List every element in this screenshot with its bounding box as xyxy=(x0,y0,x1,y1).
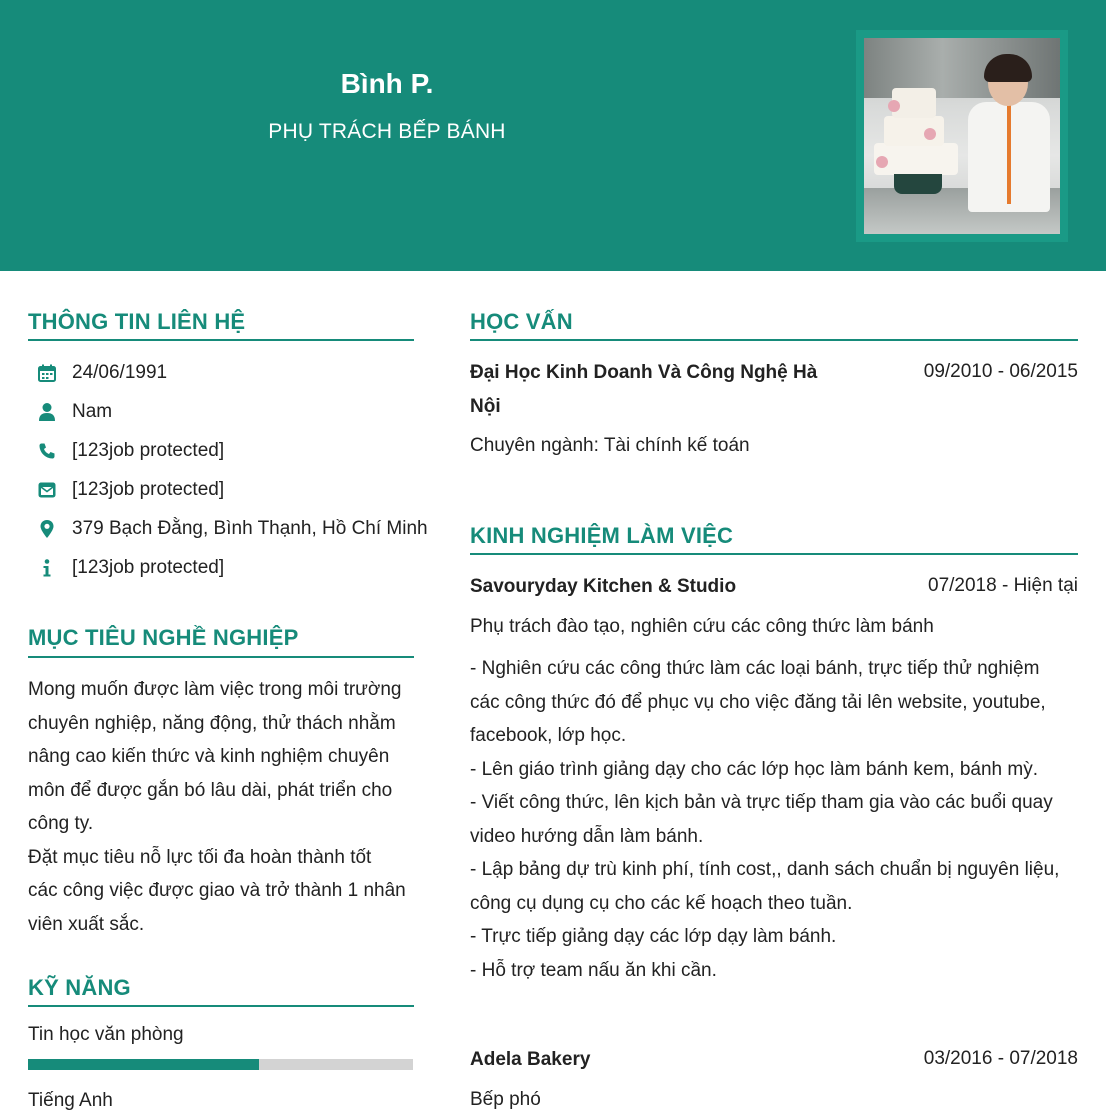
calendar-icon xyxy=(36,362,58,384)
contact-email xyxy=(36,477,224,503)
header-banner xyxy=(0,0,1106,271)
objective-divider xyxy=(28,656,414,658)
email-text: [123job protected] xyxy=(72,479,225,500)
info-text: [123job protected] xyxy=(72,557,225,578)
profile-photo xyxy=(864,38,1060,234)
contact-info xyxy=(36,555,224,581)
contact-section-title: THÔNG TIN LIÊN HỆ xyxy=(28,309,246,334)
contact-phone xyxy=(36,438,224,464)
objective-section-title: MỤC TIÊU NGHỀ NGHIỆP xyxy=(28,625,299,650)
user-icon xyxy=(36,401,58,423)
job-role: Bếp phó xyxy=(470,1089,541,1110)
contact-birthday xyxy=(36,360,167,386)
school-name-line: Nội xyxy=(470,396,501,417)
objective-line: Đặt mục tiêu nỗ lực tối đa hoàn thành tốt xyxy=(28,846,372,868)
candidate-name: Bình P. xyxy=(340,68,434,99)
contact-divider xyxy=(28,339,414,341)
objective-line: viên xuất sắc. xyxy=(28,913,145,935)
objective-line: Mong muốn được làm việc trong môi trường xyxy=(28,679,402,700)
skill-label-office: Tin học văn phòng xyxy=(28,1024,184,1045)
job-role: Phụ trách đào tạo, nghiên cứu các công thức làm bánh xyxy=(470,616,934,637)
info-icon xyxy=(36,557,58,579)
profile-photo-frame xyxy=(856,30,1068,242)
skill-fill-office xyxy=(28,1059,259,1070)
objective-line: chuyên nghiệp, năng động, thử thách nhằm xyxy=(28,712,396,734)
skills-divider xyxy=(28,1005,414,1007)
objective-line: môn để được gắn bó lâu dài, phát triển cho xyxy=(28,779,393,801)
job-description-line: - Hỗ trợ team nấu ăn khi cần. xyxy=(470,959,717,981)
school-name xyxy=(470,356,870,424)
skills-section-title: KỸ NĂNG xyxy=(28,975,131,1000)
job-description-line: facebook, lớp học. xyxy=(470,725,627,746)
education-dates: 09/2010 - 06/2015 xyxy=(923,361,1078,382)
job-description-line: các công thức đó để phục vụ cho việc đăng tải lên website, youtube, xyxy=(470,691,1046,713)
job-description-line: video hướng dẫn làm bánh. xyxy=(470,825,704,847)
job-dates: 07/2018 - Hiện tại xyxy=(928,575,1078,596)
address-text: 379 Bạch Đằng, Bình Thạnh, Hồ Chí Minh xyxy=(72,518,428,539)
gender-text: Nam xyxy=(72,401,113,422)
objective-line: các công việc được giao và trở thành 1 nhân xyxy=(28,880,406,901)
education-major: Chuyên ngành: Tài chính kế toán xyxy=(470,435,750,456)
school-name-line: Đại Học Kinh Doanh Và Công Nghệ Hà xyxy=(470,362,818,383)
education-section-title: HỌC VẤN xyxy=(470,309,573,334)
job-description-line: - Trực tiếp giảng dạy các lớp dạy làm bánh. xyxy=(470,926,837,947)
job-description-line: - Viết công thức, lên kịch bản và trực tiếp tham gia vào các buổi quay xyxy=(470,792,1053,813)
job-title: PHỤ TRÁCH BẾP BÁNH xyxy=(268,120,506,143)
objective-line: nâng cao kiến thức và kinh nghiệm chuyên xyxy=(28,746,390,767)
job-company: Adela Bakery xyxy=(470,1049,591,1070)
job-description-line: công cụ dụng cụ cho các kế hoạch theo tuần. xyxy=(470,892,853,914)
phone-icon xyxy=(36,440,58,462)
experience-section-title: KINH NGHIỆM LÀM VIỆC xyxy=(470,523,734,548)
skill-bar-office xyxy=(28,1059,413,1070)
objective-line: công ty. xyxy=(28,813,94,834)
job-company: Savouryday Kitchen & Studio xyxy=(470,576,737,597)
job-description xyxy=(470,652,1070,987)
education-divider xyxy=(470,339,1078,341)
job-dates: 03/2016 - 07/2018 xyxy=(923,1048,1078,1069)
birthday-text: 24/06/1991 xyxy=(72,362,168,383)
job-description-line: - Lên giáo trình giảng dạy cho các lớp học làm bánh kem, bánh mỳ. xyxy=(470,758,1039,780)
job-description-line: - Nghiên cứu các công thức làm các loại bánh, trực tiếp thử nghiệm xyxy=(470,658,1040,679)
job-description-line: - Lập bảng dự trù kinh phí, tính cost,, danh sách chuẩn bị nguyên liệu, xyxy=(470,859,1060,880)
phone-text: [123job protected] xyxy=(72,440,225,461)
location-icon xyxy=(36,518,58,540)
experience-divider xyxy=(470,553,1078,555)
email-icon xyxy=(36,479,58,501)
objective-text xyxy=(28,673,428,941)
skill-label-english: Tiếng Anh xyxy=(28,1090,113,1111)
contact-address xyxy=(36,516,428,542)
contact-gender xyxy=(36,399,112,425)
